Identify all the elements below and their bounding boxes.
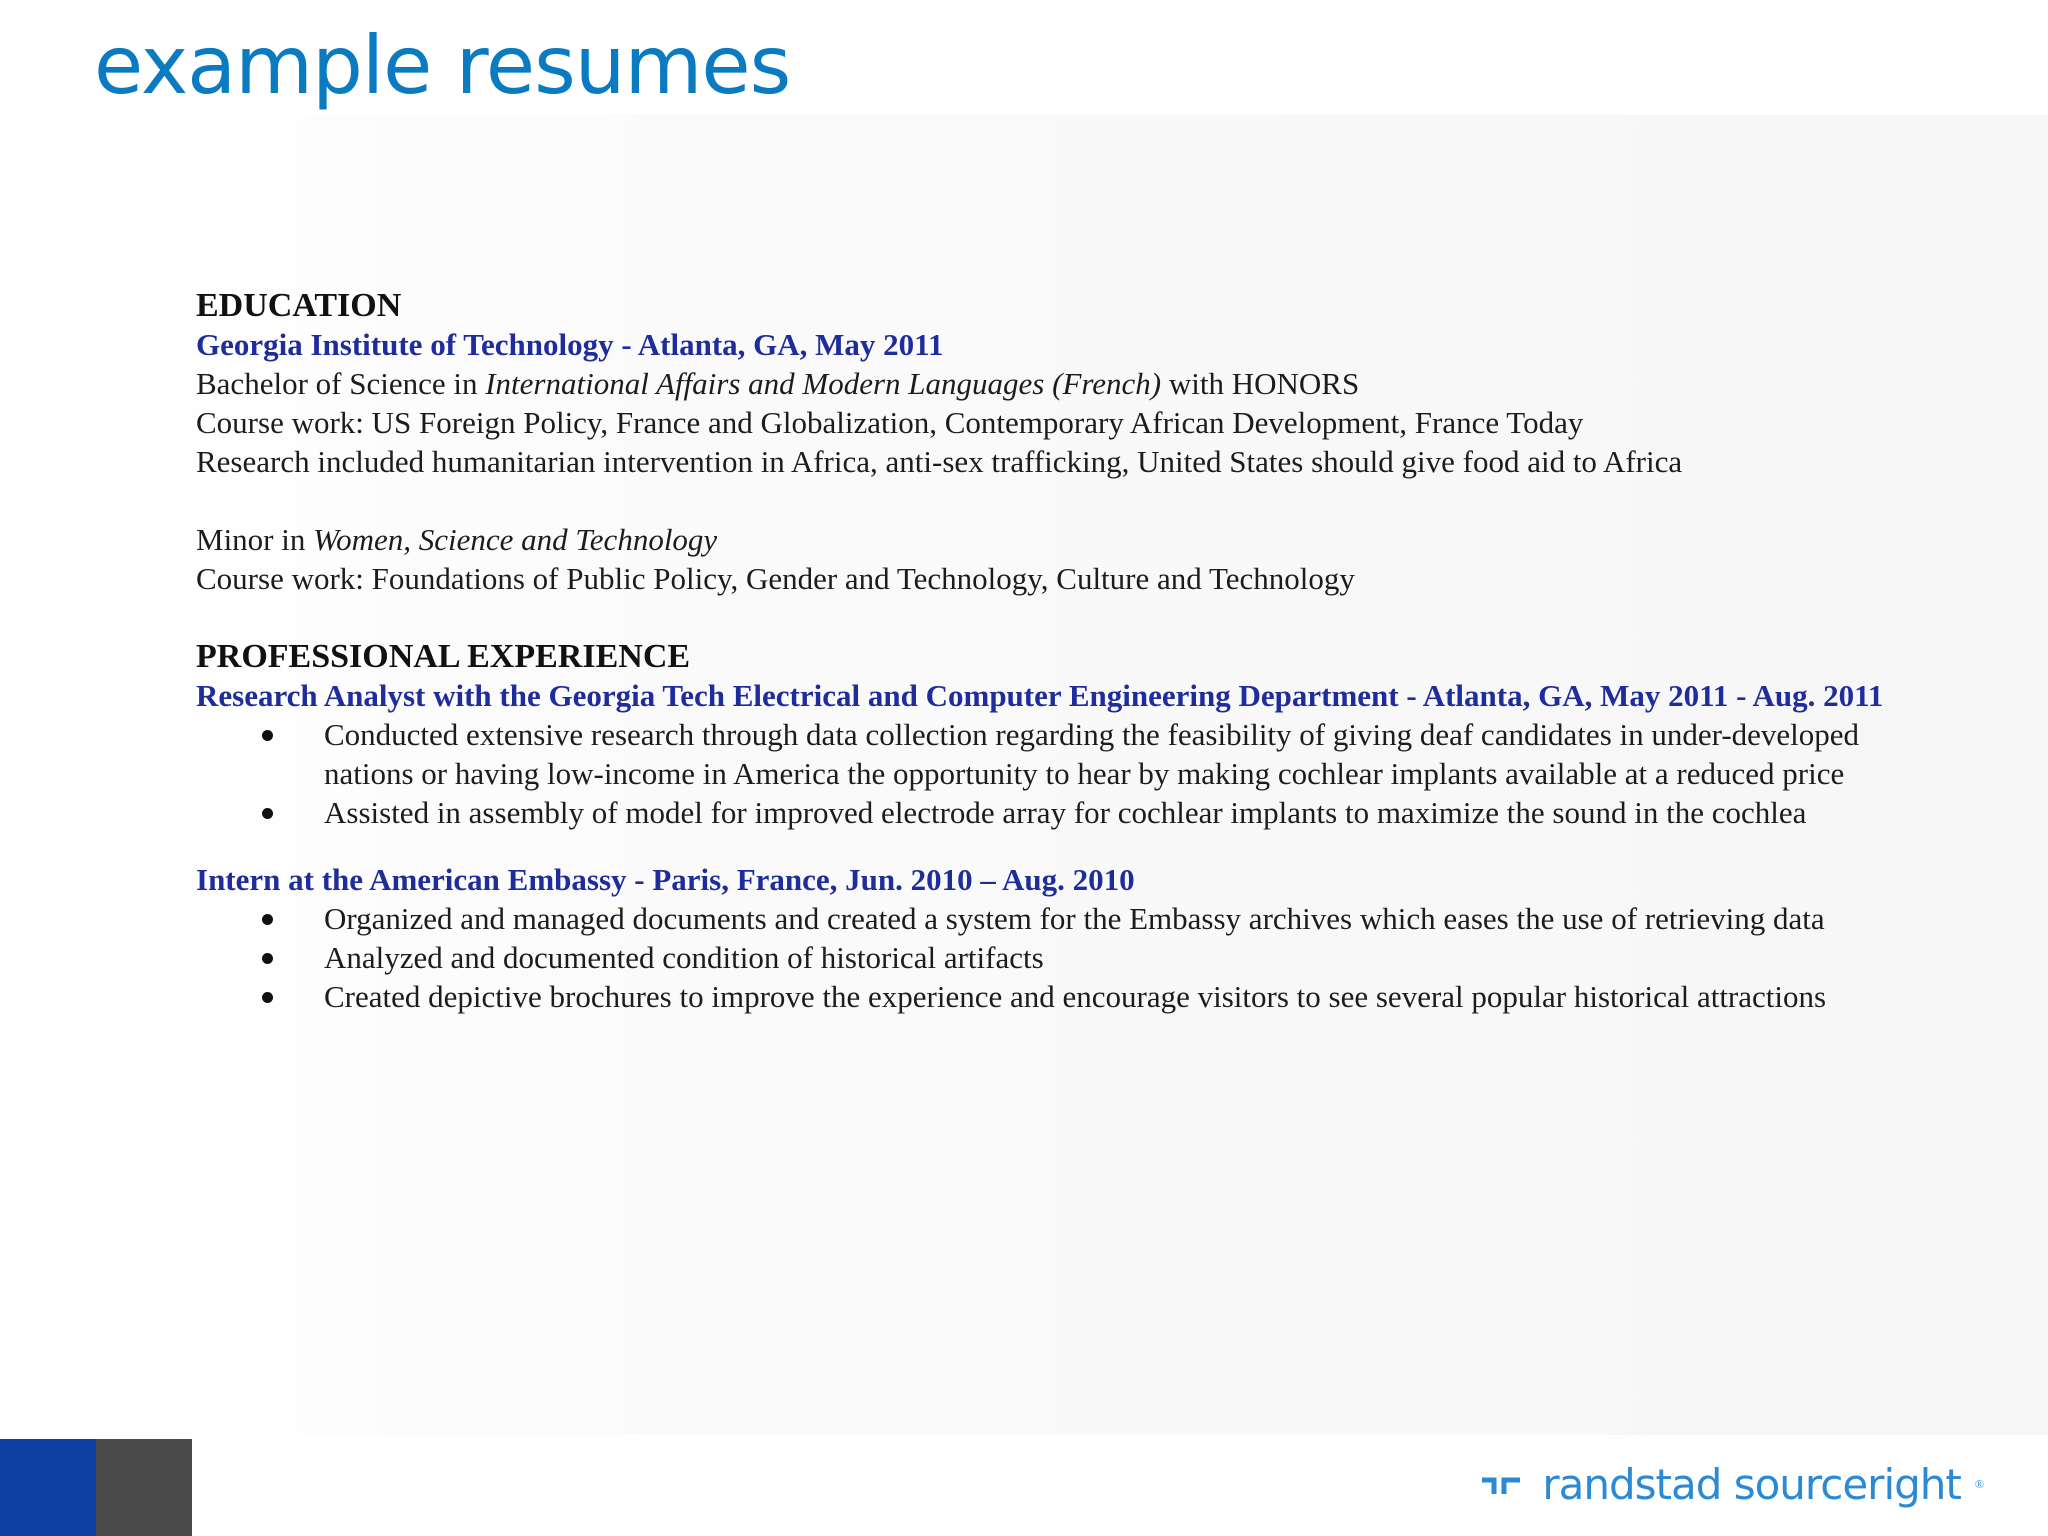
brand-logo	[1480, 1460, 1984, 1509]
job-bullets	[196, 899, 1896, 1016]
randstad-logo-icon	[1480, 1470, 1528, 1500]
slide-title: example resumes	[94, 19, 791, 112]
footer-gray-block	[96, 1439, 192, 1536]
brand-name: randstad sourceright	[1542, 1460, 1961, 1509]
education-heading: EDUCATION	[196, 287, 402, 324]
school-line: Georgia Institute of Technology - Atlanta, GA, May 2011	[196, 327, 944, 362]
minor-coursework-line: Course work: Foundations of Public Policy, Gender and Technology, Culture and Technology	[196, 561, 1355, 596]
job-title: Research Analyst with the Georgia Tech Electrical and Computer Engineering Department - Atlanta, GA, May 2011 - Aug. 2011	[196, 678, 1884, 713]
experience-heading: PROFESSIONAL EXPERIENCE	[196, 638, 691, 675]
degree-field: International Affairs and Modern Languages (French)	[485, 366, 1162, 401]
job-bullet: Organized and managed documents and created a system for the Embassy archives which eases the use of retrieving data	[196, 899, 1896, 938]
job-bullet: Assisted in assembly of model for improved electrode array for cochlear implants to maximize the sound in the cochlea	[196, 793, 1896, 832]
job-bullet: Created depictive brochures to improve the experience and encourage visitors to see several popular historical attractions	[196, 977, 1896, 1016]
minor-line	[196, 520, 1896, 559]
research-line: Research included humanitarian intervention in Africa, anti-sex trafficking, United States should give food aid to Africa	[196, 444, 1683, 479]
registered-mark: ®	[1974, 1477, 1984, 1491]
job-bullets	[196, 715, 1896, 832]
job-bullet: Analyzed and documented condition of historical artifacts	[196, 938, 1896, 977]
minor-prefix: Minor in	[196, 522, 314, 557]
minor-field: Women, Science and Technology	[313, 522, 718, 557]
job-title: Intern at the American Embassy - Paris, France, Jun. 2010 – Aug. 2010	[196, 862, 1135, 897]
degree-suffix: with HONORS	[1161, 366, 1360, 401]
degree-prefix: Bachelor of Science in	[196, 366, 486, 401]
resume-document	[196, 286, 1896, 1016]
footer-blue-block	[0, 1439, 96, 1536]
job-bullet: Conducted extensive research through data collection regarding the feasibility of giving deaf candidates in under-developed nations or having low-income in America the opportunity to hear by making cochlear implants available at a reduced price	[196, 715, 1896, 793]
degree-line	[196, 364, 1896, 403]
coursework-line: Course work: US Foreign Policy, France and Globalization, Contemporary African Development, France Today	[196, 405, 1584, 440]
